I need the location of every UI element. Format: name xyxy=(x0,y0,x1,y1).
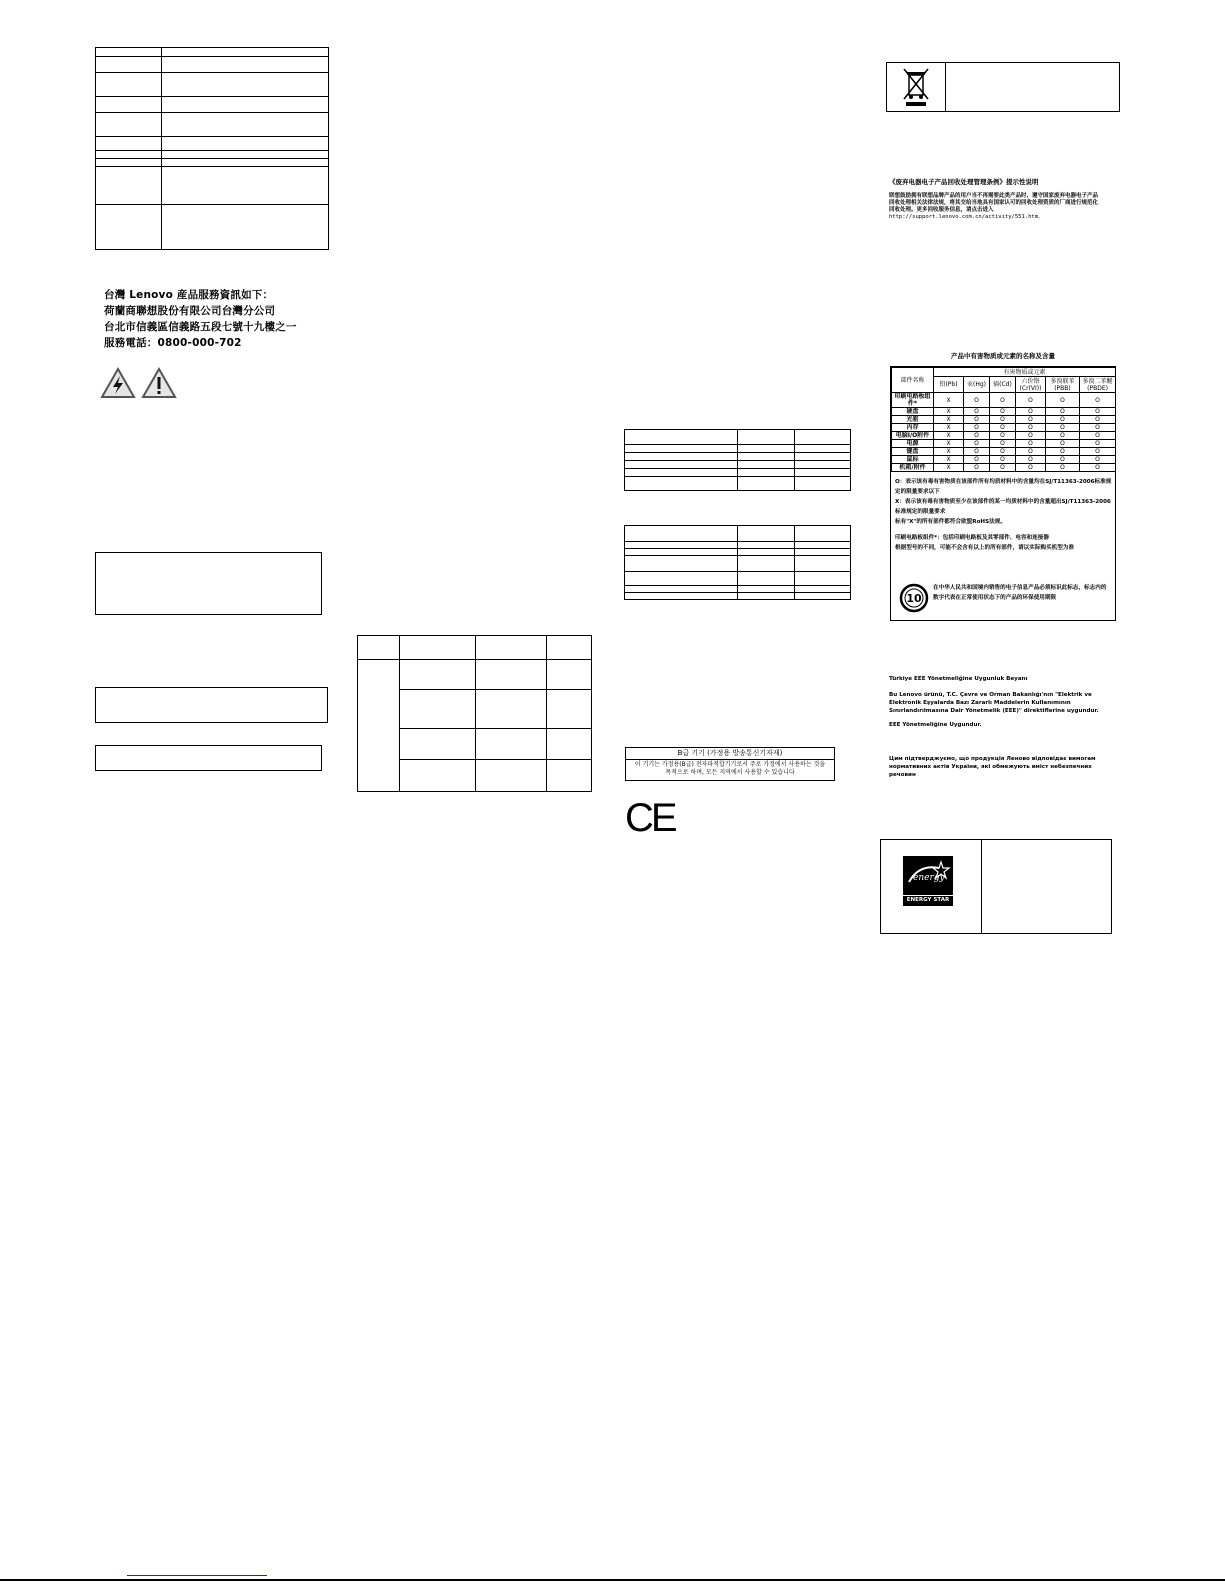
table-row xyxy=(892,424,1116,432)
blank-spec-table xyxy=(95,47,329,250)
substance-mark-cell: O xyxy=(1016,408,1046,416)
table-cell xyxy=(738,542,795,549)
table-cell xyxy=(162,48,329,57)
substance-header: 镉(Cd) xyxy=(990,377,1016,393)
substance-mark-cell: O xyxy=(990,456,1016,464)
table-cell xyxy=(738,593,795,600)
substance-mark-cell: O xyxy=(1080,393,1116,408)
table-cell xyxy=(625,542,738,549)
col-group-header: 有害物质或元素 xyxy=(934,368,1116,377)
substance-mark-cell: O xyxy=(1080,424,1116,432)
blank-notice-box xyxy=(95,745,322,771)
korea-notice-body: 이 기기는 가정용(B급) 전자파적합기기로서 주로 가정에서 사용하는 것을 목적으로 하며, 모든 지역에서 사용할 수 있습니다 xyxy=(634,761,826,776)
energy-star-box xyxy=(880,839,1112,934)
taiwan-line-1: 台灣 Lenovo 産品服務資訊如下： xyxy=(104,289,274,301)
part-name-cell: 鼠标 xyxy=(892,456,934,464)
china-rohs-container xyxy=(890,366,1116,621)
substance-mark-cell: O xyxy=(1046,432,1080,440)
taiwan-service-info xyxy=(104,287,334,351)
note-star: 标有"X"的所有部件都符合欧盟RoHS法规。 xyxy=(895,519,1006,525)
table-cell xyxy=(625,549,738,556)
table-cell xyxy=(795,542,851,549)
taiwan-line-3: 台北市信義區信義路五段七號十九樓之一 xyxy=(104,321,297,333)
substance-mark-cell: X xyxy=(934,393,964,408)
substance-mark-cell: X xyxy=(934,456,964,464)
table-cell xyxy=(476,760,547,792)
table-cell xyxy=(625,586,738,593)
substance-mark-cell: O xyxy=(1016,456,1046,464)
table-cell xyxy=(795,586,851,593)
table-cell xyxy=(625,461,738,469)
china-notice-title: 《废弃电器电子产品回收处理管理条例》提示性说明 xyxy=(889,178,1039,186)
substance-mark-cell: O xyxy=(1046,424,1080,432)
substance-header: 汞(Hg) xyxy=(964,377,990,393)
table-cell xyxy=(625,445,738,453)
table-row xyxy=(892,393,1116,408)
table-cell xyxy=(96,205,162,250)
table-cell xyxy=(625,477,738,491)
table-cell xyxy=(400,729,476,760)
bottom-link-underline xyxy=(127,1575,267,1576)
table-cell xyxy=(795,453,851,461)
table-cell xyxy=(547,636,592,660)
table-cell xyxy=(162,205,329,250)
substance-mark-cell: O xyxy=(964,432,990,440)
substance-mark-cell: O xyxy=(964,448,990,456)
svg-text:10: 10 xyxy=(906,592,922,605)
turkey-title: Türkiye EEE Yönetmeliğine Uygunluk Beyanı xyxy=(889,676,1028,682)
table-cell xyxy=(547,690,592,729)
substance-mark-cell: O xyxy=(990,393,1016,408)
table-cell xyxy=(162,57,329,73)
table-cell xyxy=(162,97,329,113)
substance-mark-cell: O xyxy=(1046,408,1080,416)
table-cell xyxy=(162,151,329,159)
table-cell xyxy=(625,572,738,586)
blank-notice-box xyxy=(95,552,322,615)
table-cell xyxy=(476,636,547,660)
part-name-cell: 硬盘 xyxy=(892,408,934,416)
table-cell xyxy=(625,430,738,445)
table-cell xyxy=(96,151,162,159)
substance-mark-cell: O xyxy=(1080,432,1116,440)
table-row xyxy=(892,408,1116,416)
substance-mark-cell: O xyxy=(964,393,990,408)
environment-protection-use-period-10-icon xyxy=(899,583,929,613)
taiwan-line-2: 荷蘭商聯想股份有限公司台灣分公司 xyxy=(104,305,276,317)
table-cell xyxy=(476,729,547,760)
substance-mark-cell: O xyxy=(964,456,990,464)
table-cell xyxy=(795,477,851,491)
substance-mark-cell: O xyxy=(1080,416,1116,424)
table-cell xyxy=(738,549,795,556)
table-cell xyxy=(96,113,162,137)
table-cell xyxy=(162,73,329,97)
table-row xyxy=(892,464,1116,472)
note-x: X：表示该有毒有害物质至少在该部件的某一均质材料中的含量超出SJ/T11363-2006标准规定的限量要求 xyxy=(895,499,1111,515)
table-cell xyxy=(162,113,329,137)
substance-mark-cell: O xyxy=(1016,393,1046,408)
substance-mark-cell: O xyxy=(990,440,1016,448)
substance-header: 铅(Pb) xyxy=(934,377,964,393)
table-row xyxy=(892,440,1116,448)
table-cell xyxy=(96,97,162,113)
part-name-cell: 电源 xyxy=(892,440,934,448)
table-cell xyxy=(400,760,476,792)
table-cell xyxy=(96,48,162,57)
substance-mark-cell: O xyxy=(990,432,1016,440)
note-pcb: 印刷电路板组件*：包括印刷电路板及其零部件、电容和连接器 xyxy=(895,535,1049,541)
table-cell xyxy=(547,729,592,760)
substance-mark-cell: O xyxy=(1016,440,1046,448)
china-rohs-notes xyxy=(895,477,1113,553)
crossed-out-wheelie-bin-icon xyxy=(887,63,945,111)
weee-icon-cell xyxy=(887,63,946,111)
table-cell xyxy=(625,453,738,461)
turkey-footer: EEE Yönetmeliğine Uygundur. xyxy=(889,722,982,728)
table-cell xyxy=(738,586,795,593)
table-cell xyxy=(738,526,795,542)
ukraine-declaration: Цим підтверджуємо, що продукція Леново відповідає вимогам нормативних актів України, які обмежують вміст небезпечних речовин xyxy=(889,756,1096,778)
blank-table-a xyxy=(624,429,851,491)
substance-mark-cell: O xyxy=(1080,456,1116,464)
table-cell xyxy=(795,461,851,469)
electric-shock-warning-icon xyxy=(100,367,136,399)
weee-box xyxy=(886,62,1120,112)
substance-mark-cell: O xyxy=(964,408,990,416)
substance-mark-cell: X xyxy=(934,416,964,424)
blank-notice-box xyxy=(95,687,328,723)
china-notice-body: 联想鼓励拥有联想品牌产品的用户当不再需要此类产品时，遵守国家废弃电器电子产品回收处理相关法律法规，将其交给当地具有国家认可的回收处理资质的厂商进行规范化回收处理。更多回收服务信息，请点击进入 xyxy=(889,193,1099,213)
table-row xyxy=(892,416,1116,424)
table-cell xyxy=(795,445,851,453)
substance-mark-cell: X xyxy=(934,440,964,448)
part-name-cell: 电脑I/O附件 xyxy=(892,432,934,440)
table-cell xyxy=(162,167,329,205)
table-cell xyxy=(738,556,795,572)
table-row xyxy=(892,448,1116,456)
table-cell xyxy=(400,690,476,729)
table-cell xyxy=(547,760,592,792)
turkey-declaration xyxy=(889,675,1104,729)
table-row xyxy=(892,456,1116,464)
table-cell xyxy=(162,137,329,151)
table-cell xyxy=(795,556,851,572)
substance-mark-cell: X xyxy=(934,408,964,416)
substance-mark-cell: O xyxy=(1046,440,1080,448)
substance-mark-cell: O xyxy=(964,440,990,448)
table-cell xyxy=(625,526,738,542)
substance-mark-cell: O xyxy=(964,424,990,432)
substance-mark-cell: X xyxy=(934,448,964,456)
turkey-body: Bu Lenovo ürünü, T.C. Çevre ve Orman Bakanlığı'nın "Elektrik ve Elektronik Eşyalarda Bazı Zararlı Maddelerin Kullanımının Sınırlandırılmasına Dair Yönetmelik (EEE)" direktiflerine uygundur. xyxy=(889,692,1099,714)
substance-mark-cell: O xyxy=(1046,448,1080,456)
substance-mark-cell: O xyxy=(1016,424,1046,432)
substance-mark-cell: X xyxy=(934,424,964,432)
substance-mark-cell: X xyxy=(934,464,964,472)
table-cell xyxy=(625,469,738,477)
substance-mark-cell: O xyxy=(990,416,1016,424)
epup-text: 在中华人民共和国境内销售的电子信息产品必须标识此标志，标志内的数字代表在正常使用状态下的产品的环保使用期限 xyxy=(933,585,1107,601)
china-recycling-notice xyxy=(889,178,1103,221)
part-name-cell: 键盘 xyxy=(892,448,934,456)
part-name-cell: 内存 xyxy=(892,424,934,432)
substance-header: 多溴联苯 (PBB) xyxy=(1046,377,1080,393)
substance-mark-cell: X xyxy=(934,432,964,440)
table-cell xyxy=(625,593,738,600)
china-rohs-table-title: 产品中有害物质或元素的名称及含量 xyxy=(951,352,1055,360)
substance-mark-cell: O xyxy=(1016,464,1046,472)
substance-mark-cell: O xyxy=(1016,448,1046,456)
china-rohs-table xyxy=(891,367,1116,472)
table-cell xyxy=(358,636,400,660)
svg-text:energy: energy xyxy=(913,873,945,883)
taiwan-line-4: 服務電話：0800-000-702 xyxy=(104,337,242,349)
table-cell xyxy=(795,572,851,586)
korea-notice-title: B급 기기 (가정용 방송통신기자재) xyxy=(626,748,834,760)
table-cell xyxy=(96,73,162,97)
substance-mark-cell: O xyxy=(990,424,1016,432)
table-cell xyxy=(96,57,162,73)
part-name-cell: 印刷电路板组件* xyxy=(892,393,934,408)
table-cell xyxy=(795,549,851,556)
table-cell xyxy=(358,660,400,792)
substance-mark-cell: O xyxy=(1080,408,1116,416)
china-notice-url: http://support.lenovo.com.cn/activity/551.htm。 xyxy=(889,214,1044,220)
energy-star-logo xyxy=(903,856,953,906)
energy-star-cell xyxy=(881,840,982,933)
substance-mark-cell: O xyxy=(1046,464,1080,472)
table-cell xyxy=(400,636,476,660)
table-cell xyxy=(400,660,476,690)
table-cell xyxy=(738,469,795,477)
table-cell xyxy=(795,469,851,477)
substance-header: 六价铬 (Cr(VI)) xyxy=(1016,377,1046,393)
blank-table-b xyxy=(624,525,851,600)
table-cell xyxy=(738,477,795,491)
bottom-rule xyxy=(0,1579,1225,1581)
substance-mark-cell: O xyxy=(964,464,990,472)
table-cell xyxy=(625,556,738,572)
substance-mark-cell: O xyxy=(1046,416,1080,424)
table-cell xyxy=(738,430,795,445)
table-cell xyxy=(795,430,851,445)
substance-mark-cell: O xyxy=(1080,464,1116,472)
korea-class-b-notice xyxy=(625,747,835,781)
blank-middle-table xyxy=(357,635,592,792)
ce-mark: CE xyxy=(625,796,675,840)
table-cell xyxy=(96,167,162,205)
substance-mark-cell: O xyxy=(1016,416,1046,424)
table-cell xyxy=(738,572,795,586)
col-part-header: 部件名称 xyxy=(892,368,934,393)
table-row xyxy=(892,432,1116,440)
substance-mark-cell: O xyxy=(1080,440,1116,448)
table-cell xyxy=(547,660,592,690)
substance-mark-cell: O xyxy=(990,408,1016,416)
table-cell xyxy=(795,526,851,542)
note-extra: 根据型号的不同，可能不会含有以上的所有部件，请以实际购买机型为准 xyxy=(895,545,1075,551)
substance-mark-cell: O xyxy=(1080,448,1116,456)
part-name-cell: 光驱 xyxy=(892,416,934,424)
note-o: O：表示该有毒有害物质在该部件所有均质材料中的含量均在SJ/T11363-2006标准规定的限量要求以下 xyxy=(895,479,1112,495)
table-cell xyxy=(738,445,795,453)
energy-star-label: ENERGY STAR xyxy=(903,895,953,904)
table-cell xyxy=(476,660,547,690)
substance-mark-cell: O xyxy=(964,416,990,424)
table-cell xyxy=(476,690,547,729)
exclamation-warning-icon xyxy=(141,367,177,399)
table-cell xyxy=(96,159,162,167)
part-name-cell: 机箱/附件 xyxy=(892,464,934,472)
substance-mark-cell: O xyxy=(990,464,1016,472)
table-cell xyxy=(738,461,795,469)
table-cell xyxy=(96,137,162,151)
table-cell xyxy=(738,453,795,461)
table-cell xyxy=(162,159,329,167)
substance-mark-cell: O xyxy=(990,448,1016,456)
substance-mark-cell: O xyxy=(1046,393,1080,408)
substance-header: 多溴二苯醚 (PBDE) xyxy=(1080,377,1116,393)
substance-mark-cell: O xyxy=(1046,456,1080,464)
substance-mark-cell: O xyxy=(1016,432,1046,440)
table-cell xyxy=(795,593,851,600)
